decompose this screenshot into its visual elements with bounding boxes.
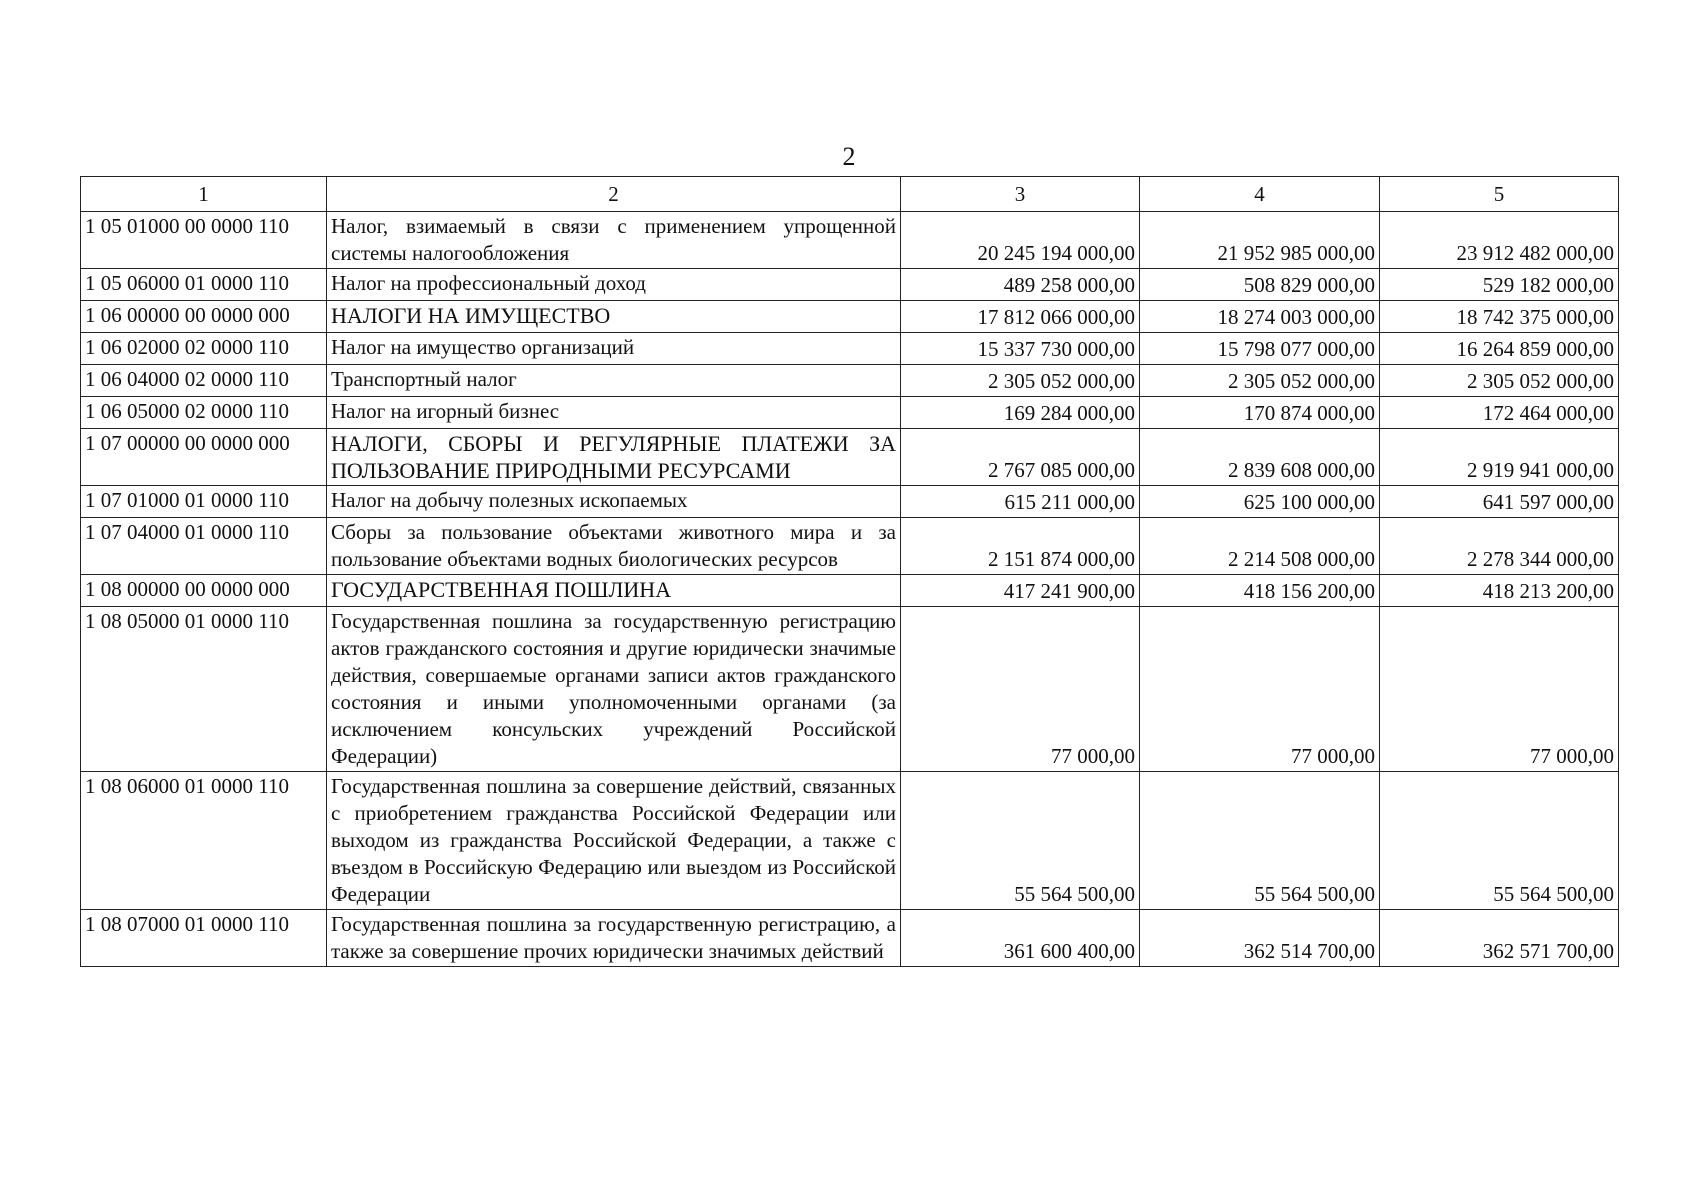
column-header: 2 [327,177,901,212]
row-value-col3: 20 245 194 000,00 [901,212,1140,269]
table-row [81,575,1619,607]
row-code: 1 07 04000 01 0000 110 [81,518,327,575]
row-value-col4: 508 829 000,00 [1140,269,1380,301]
row-code: 1 05 01000 00 0000 110 [81,212,327,269]
row-name: Транспортный налог [327,365,901,397]
row-value-col5: 2 305 052 000,00 [1380,365,1619,397]
column-header: 5 [1380,177,1619,212]
row-value-col3: 77 000,00 [901,607,1140,772]
row-name: Налог на игорный бизнес [327,397,901,429]
row-value-col3: 169 284 000,00 [901,397,1140,429]
row-value-col3: 17 812 066 000,00 [901,301,1140,333]
table-header-row [81,177,1619,212]
column-header: 1 [81,177,327,212]
row-value-col3: 2 151 874 000,00 [901,518,1140,575]
row-code: 1 05 06000 01 0000 110 [81,269,327,301]
row-value-col5: 641 597 000,00 [1380,486,1619,518]
row-value-col4: 170 874 000,00 [1140,397,1380,429]
row-name: Государственная пошлина за государственную регистрацию, а также за совершение прочих юридически значимых действий [327,910,901,967]
row-value-col5: 23 912 482 000,00 [1380,212,1619,269]
table-row [81,333,1619,365]
row-value-col3: 361 600 400,00 [901,910,1140,967]
table-row [81,607,1619,772]
row-value-col3: 55 564 500,00 [901,772,1140,910]
row-value-col4: 2 839 608 000,00 [1140,429,1380,486]
row-value-col5: 18 742 375 000,00 [1380,301,1619,333]
row-value-col4: 18 274 003 000,00 [1140,301,1380,333]
table-row [81,301,1619,333]
table-row [81,772,1619,910]
row-value-col5: 172 464 000,00 [1380,397,1619,429]
row-code: 1 06 05000 02 0000 110 [81,397,327,429]
row-code: 1 08 05000 01 0000 110 [81,607,327,772]
row-code: 1 08 00000 00 0000 000 [81,575,327,607]
table-row [81,518,1619,575]
table-row [81,269,1619,301]
row-name: Налог, взимаемый в связи с применением упрощенной системы налогообложения [327,212,901,269]
row-name: Сборы за пользование объектами животного мира и за пользование объектами водных биологических ресурсов [327,518,901,575]
row-value-col3: 615 211 000,00 [901,486,1140,518]
row-value-col4: 21 952 985 000,00 [1140,212,1380,269]
row-code: 1 06 00000 00 0000 000 [81,301,327,333]
table-body [81,177,1619,967]
table-row [81,486,1619,518]
row-value-col3: 2 305 052 000,00 [901,365,1140,397]
table-row [81,365,1619,397]
column-header: 4 [1140,177,1380,212]
row-name: НАЛОГИ НА ИМУЩЕСТВО [327,301,901,333]
row-value-col5: 418 213 200,00 [1380,575,1619,607]
row-value-col5: 2 278 344 000,00 [1380,518,1619,575]
row-value-col5: 55 564 500,00 [1380,772,1619,910]
row-value-col3: 2 767 085 000,00 [901,429,1140,486]
row-code: 1 06 04000 02 0000 110 [81,365,327,397]
column-header: 3 [901,177,1140,212]
budget-table [80,176,1619,967]
row-name: Государственная пошлина за совершение действий, связанных с приобретением гражданства Российской Федерации или выходом из гражданства Российской Федерации, а также с въездом в Российскую Федерацию или выездом из Российской Федерации [327,772,901,910]
row-value-col4: 77 000,00 [1140,607,1380,772]
row-code: 1 07 01000 01 0000 110 [81,486,327,518]
row-value-col5: 529 182 000,00 [1380,269,1619,301]
row-name: Налог на профессиональный доход [327,269,901,301]
row-value-col4: 55 564 500,00 [1140,772,1380,910]
row-value-col4: 362 514 700,00 [1140,910,1380,967]
row-value-col5: 362 571 700,00 [1380,910,1619,967]
row-name: Налог на имущество организаций [327,333,901,365]
row-code: 1 07 00000 00 0000 000 [81,429,327,486]
row-code: 1 06 02000 02 0000 110 [81,333,327,365]
row-value-col3: 489 258 000,00 [901,269,1140,301]
row-name: НАЛОГИ, СБОРЫ И РЕГУЛЯРНЫЕ ПЛАТЕЖИ ЗА ПОЛЬЗОВАНИЕ ПРИРОДНЫМИ РЕСУРСАМИ [327,429,901,486]
row-code: 1 08 06000 01 0000 110 [81,772,327,910]
table-row [81,429,1619,486]
row-value-col4: 625 100 000,00 [1140,486,1380,518]
row-name: Государственная пошлина за государственную регистрацию актов гражданского состояния и другие юридически значимые действия, совершаемые органами записи актов гражданского состояния и иными уполномоченными органами (за исключением консульских учреждений Российской Федерации) [327,607,901,772]
row-value-col3: 417 241 900,00 [901,575,1140,607]
table-row [81,910,1619,967]
row-code: 1 08 07000 01 0000 110 [81,910,327,967]
row-value-col5: 2 919 941 000,00 [1380,429,1619,486]
row-value-col4: 2 305 052 000,00 [1140,365,1380,397]
row-name: Налог на добычу полезных ископаемых [327,486,901,518]
row-value-col4: 15 798 077 000,00 [1140,333,1380,365]
row-value-col4: 2 214 508 000,00 [1140,518,1380,575]
row-value-col4: 418 156 200,00 [1140,575,1380,607]
table-row [81,397,1619,429]
page-number: 2 [842,142,856,171]
row-value-col5: 77 000,00 [1380,607,1619,772]
row-name: ГОСУДАРСТВЕННАЯ ПОШЛИНА [327,575,901,607]
row-value-col5: 16 264 859 000,00 [1380,333,1619,365]
row-value-col3: 15 337 730 000,00 [901,333,1140,365]
table-row [81,212,1619,269]
